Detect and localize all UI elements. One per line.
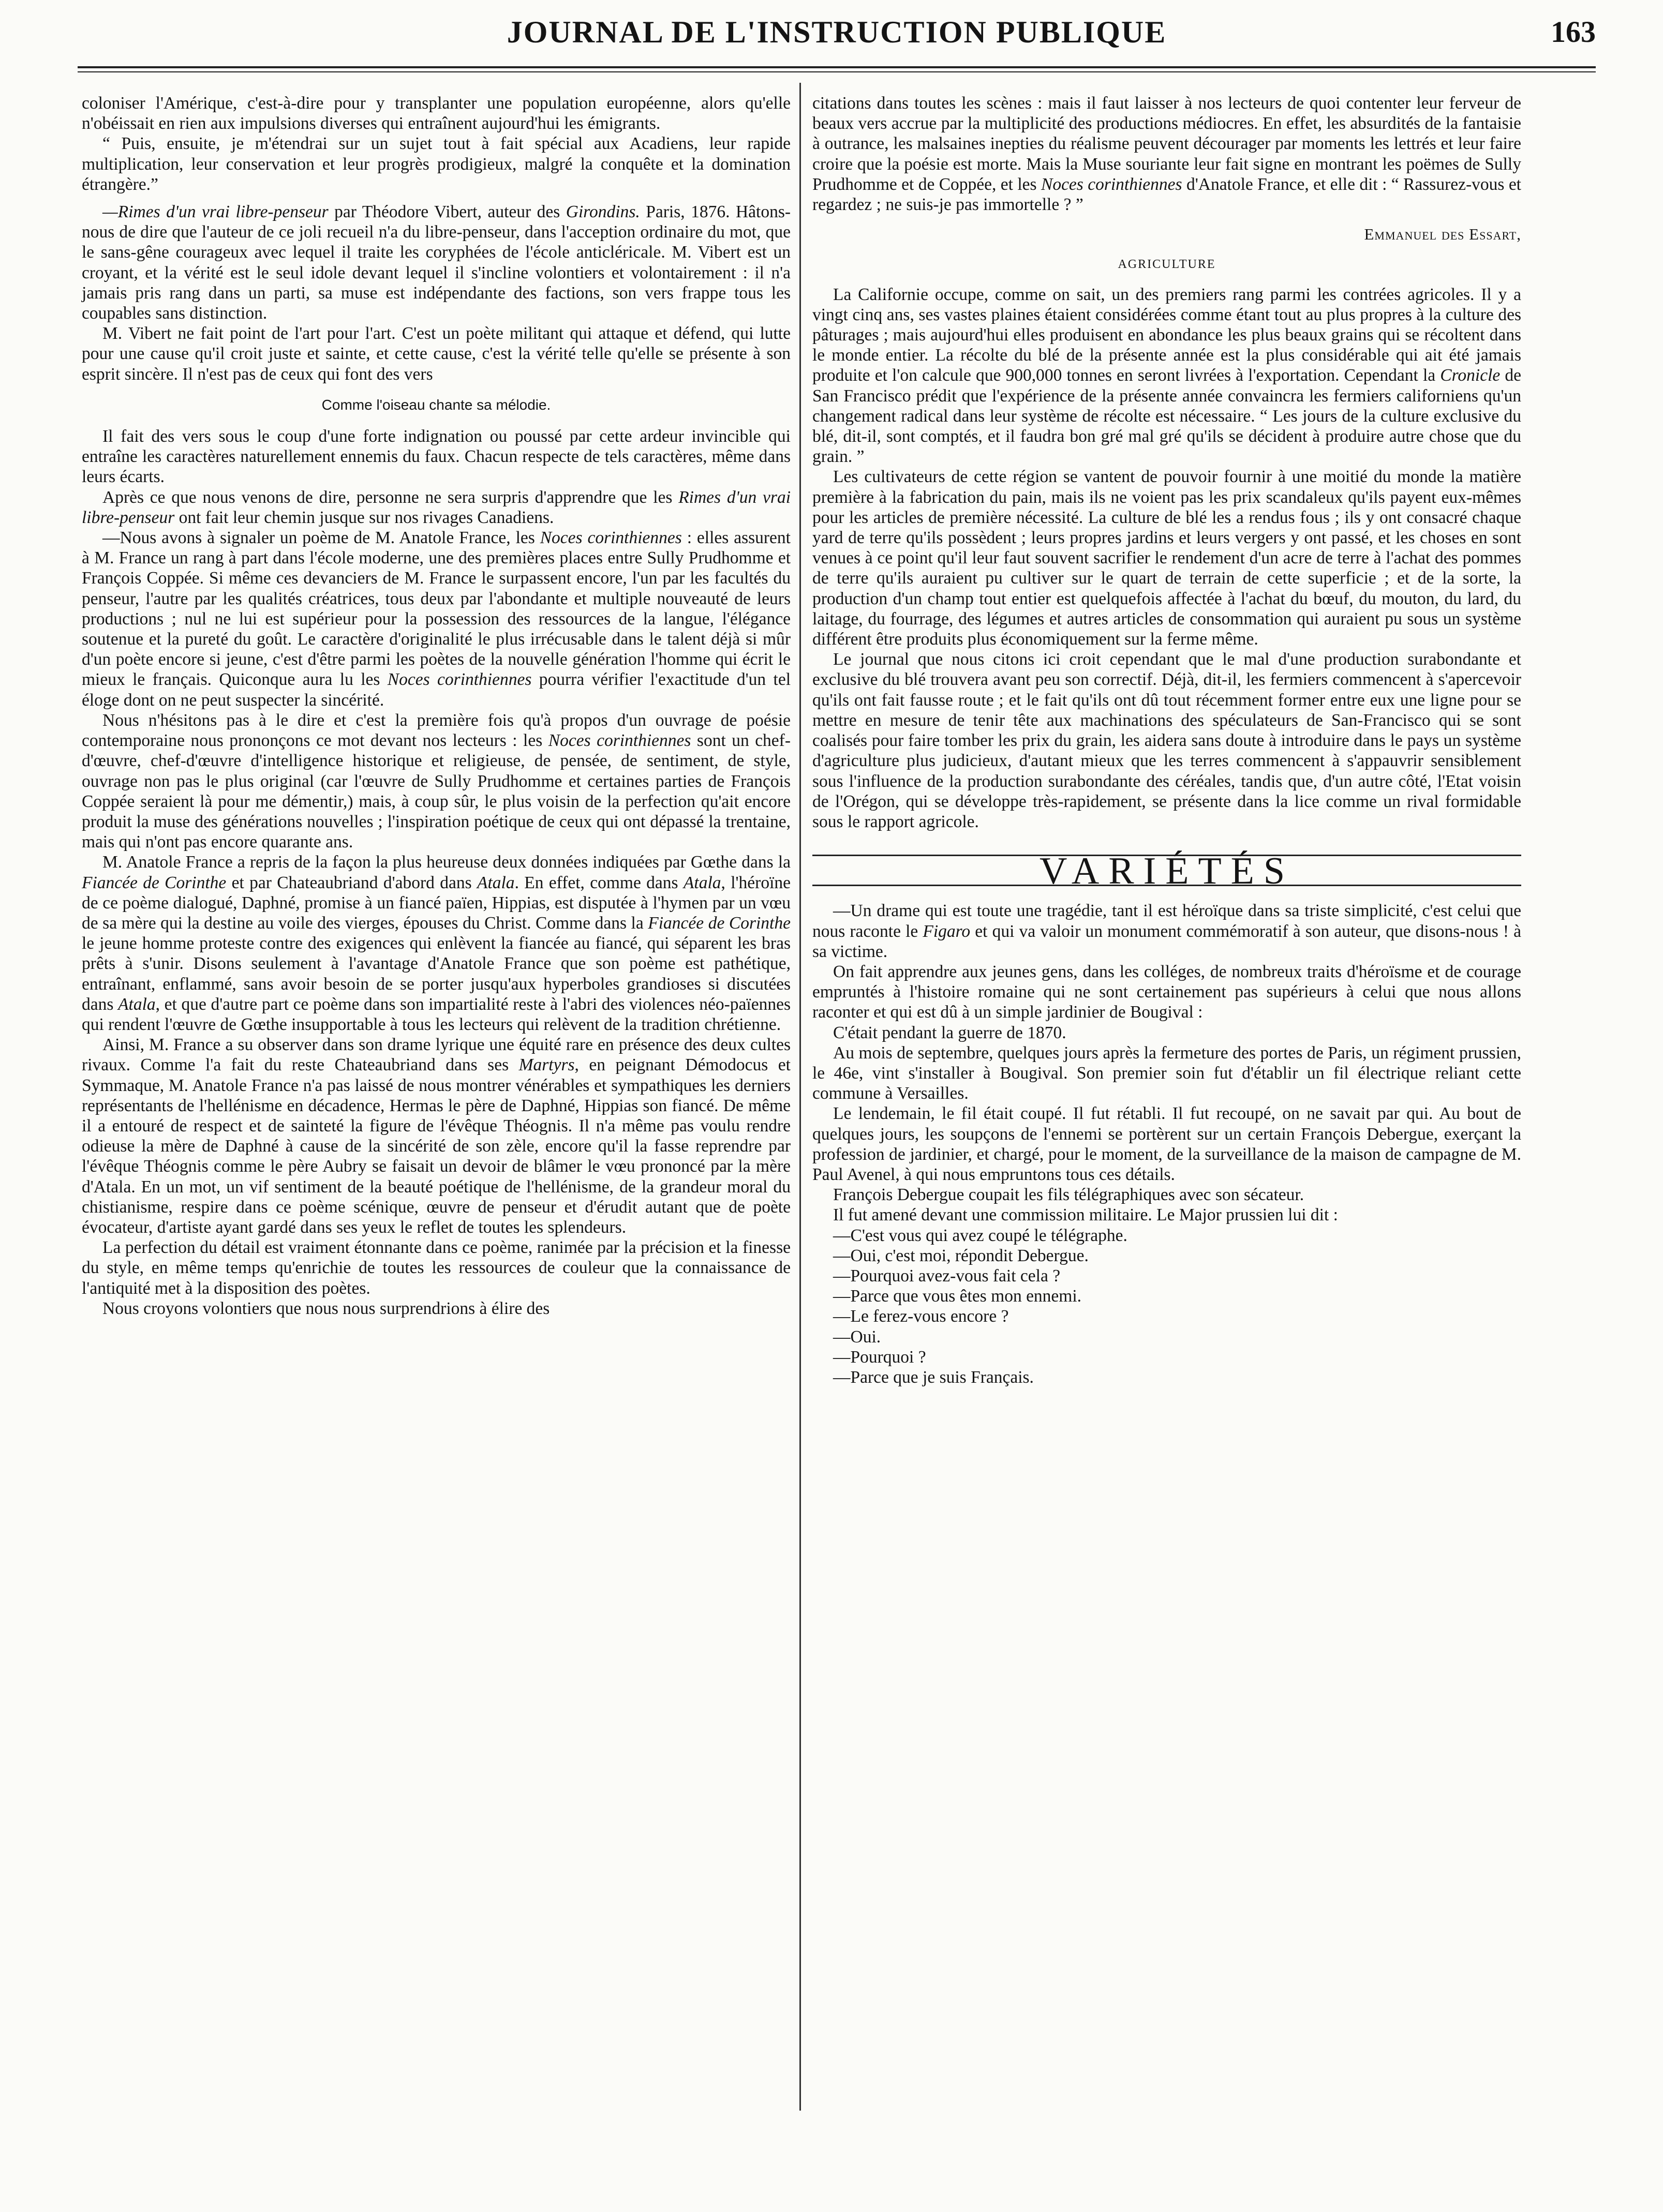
header-rule: [78, 66, 1596, 68]
dialogue: [812, 1225, 1521, 1388]
paragraph: La Californie occupe, comme on sait, un des premiers rang parmi les contrées agricoles. Il y a vingt cinq ans, ses vastes plaines étaient considérées comme étant tout au plus propres à la culture des pâturages ; mais aujourd'hui elles produisent en abondance les plus beaux grains qui se récoltent dans le monde entier. La récolte du blé de la présente année est la plus considérable qui ait été jamais produite et l'on calcule que 900,000 tonnes en seront livrées à l'exportation. Cependant la Cronicle de San Francisco prédit que l'expérience de la présente année convaincra les fermiers californiens qu'un changement radical dans leur système de récolte est nécessaire. “ Les jours de la culture exclusive du blé, dit-il, sont comptés, et il faudra bon gré mal gré qu'ils se décident à produire autre chose que du grain. ”: [812, 285, 1522, 467]
epigraph: Comme l'oiseau chante sa mélodie.: [321, 396, 551, 413]
right-column: [812, 93, 1521, 1387]
author-signature: Emmanuel des Essart,: [1364, 225, 1521, 244]
paragraph: Nous n'hésitons pas à le dire et c'est la première fois qu'à propos d'un ouvrage de poésie contemporaine nous prononçons ce mot devant nos lecteurs : les Noces corinthiennes sont un chef-d'œuvre, chef-d'œuvre d'intelligence historique et religieuse, de pensée, de sentiment, de style, ouvrage non pas le plus original (car l'œuvre de Sully Prudhomme et certaines parties de François Coppée seraient là pour me démentir,) mais, à coup sûr, le plus voisin de la perfection qu'ait encore produit la muse des générations nouvelles ; l'inspiration poétique de ceux qui ont dépassé la trentaine, mais qui n'ont pas encore quarante ans.: [82, 710, 791, 852]
paragraph: “ Puis, ensuite, je m'étendrai sur un sujet tout à fait spécial aux Acadiens, leur rapide multiplication, leur conservation et leur progrès prodigieux, malgré la conquête et la domination étrangère.”: [82, 134, 791, 194]
paragraph: citations dans toutes les scènes : mais il faut laisser à nos lecteurs de quoi contenter leur ferveur de beaux vers accrue par la multiplicité des productions médiocres. En effet, les absurdités de la fantaisie à outrance, les malsaines inepties du réalisme peuvent décourager par moments les lettrés et leur faire croire que la poésie est morte. Mais la Muse souriante leur fait signe en montrant les poëmes de Sully Prudhomme et de Coppée, et les Noces corinthiennes d'Anatole France, et elle dit : “ Rassurez-vous et regardez ; ne suis-je pas immortelle ? ”: [812, 94, 1521, 215]
book-title: Girondins.: [566, 202, 640, 222]
dialogue-line: —Oui.: [833, 1327, 881, 1347]
newspaper-title: Figaro: [923, 921, 971, 941]
book-title: Martyrs: [518, 1055, 575, 1075]
section-title-varietes: VARIÉTÉS: [1039, 850, 1295, 893]
left-column: [82, 93, 791, 1319]
book-title: Noces corinthiennes: [548, 731, 691, 751]
paragraph: Ainsi, M. France a su observer dans son drame lyrique une équité rare en présence des deux cultes rivaux. Comme l'a fait du reste Chateaubriand dans ses Martyrs, en peignant Démodocus et Symmaque, M. Anatole France n'a pas laissé de nous montrer vénérables et sympathiques les derniers représentants de l'hellénisme en décadence, Hermas le père de Daphné, Hippias son fiancé. De même il a entouré de respect et de sainteté la figure de l'évêque Théognis. Il n'a même pas voulu rendre odieuse la mère de Daphné à cause de la sincérité de son zèle, encore qu'il la fasse reprendre par l'évêque Théognis comme le père Aubry se faisait un devoir de blâmer le vœu prononcé par la mère d'Atala. En un mot, un vif sentiment de la beauté poétique de l'hellénisme, de la grandeur moral du chistianisme, respire dans ce poème scénique, œuvre de penseur et d'érudit autant que de poète évocateur, d'artiste ayant gardé dans ses yeux le reflet de toutes les splendeurs.: [82, 1035, 791, 1237]
paragraph: Les cultivateurs de cette région se vantent de pouvoir fournir à une moitié du monde la matière première à la fabrication du pain, mais ils ne voient pas les prix scandaleux qu'ils payent eux-mêmes pour les articles de première nécessité. La culture de blé les a rendus fous ; ils y ont consacré chaque yard de terre qu'ils possèdent ; leurs propres jardins et leurs vergers y ont passé, et les choses en sont venues à ce point qu'il leur faut souvent sacrifier le rendement d'un acre de terre à l'achat des pommes de terre qu'ils auraient pu cultiver sur le quart de terrain de cette superficie ; et de la sorte, la production d'un champ tout entier est quelquefois affectée à l'achat du bœuf, du mouton, du lard, du laitage, du fourrage, des légumes et autres articles de consommation qui auraient pu sous un système différent être produits plus économiquement sur la ferme même.: [812, 467, 1521, 649]
book-title: Fiancée de Corinthe: [82, 873, 227, 892]
newspaper-title: Cronicle: [1440, 366, 1501, 385]
paragraph: M. Vibert ne fait point de l'art pour l'art. C'est un poète militant qui attaque et défend, qui lutte pour une cause qu'il croit juste et sainte, et cette cause, c'est la vérité telle qu'elle se présente à son esprit sincère. Il n'est pas de ceux qui font des vers: [82, 324, 791, 384]
running-head: [78, 14, 1596, 66]
section-heading-agriculture: AGRICULTURE: [1118, 258, 1216, 272]
paragraph: C'était pendant la guerre de 1870.: [833, 1023, 1066, 1042]
column-divider: [799, 83, 801, 2111]
dialogue-line: —Parce que vous êtes mon ennemi.: [833, 1287, 1082, 1306]
varietes-section: [812, 850, 1521, 1387]
paragraph: —Un drame qui est toute une tragédie, tant il est héroïque dans sa triste simplicité, c'est celui que nous raconte le Figaro et qui va valoir un monument commémoratif à son auteur, que disons-nous ! à sa victime.: [812, 901, 1521, 961]
page-number: 163: [1551, 15, 1596, 49]
dialogue-line: —Oui, c'est moi, répondit Debergue.: [833, 1246, 1089, 1265]
book-title: Rimes d'un vrai libre-penseur: [82, 487, 791, 527]
book-title: Atala: [118, 994, 156, 1014]
paragraph: On fait apprendre aux jeunes gens, dans les colléges, de nombreux traits d'héroïsme et de courage empruntés à l'histoire romaine qui ne sont certainement pas supérieurs à celui que nous allons raconter et qui est dû à un simple jardinier de Bougival :: [812, 962, 1521, 1022]
paragraph: Nous croyons volontiers que nous nous surprendrions à élire des: [102, 1298, 550, 1318]
paragraph: La perfection du détail est vraiment étonnante dans ce poème, ranimée par la précision et la finesse du style, en même temps qu'enrichie de toutes les ressources de couleur que la connaissance de l'antiquité met à la disposition des poètes.: [82, 1238, 791, 1298]
paragraph: Il fut amené devant une commission militaire. Le Major prussien lui dit :: [833, 1205, 1338, 1225]
dialogue-line: —Parce que je suis Français.: [833, 1367, 1034, 1387]
paragraph: —Rimes d'un vrai libre-penseur par Théodore Vibert, auteur des Girondins. Paris, 1876. Hâtons-nous de dire que l'auteur de ce joli recueil n'a du libre-penseur, dans l'acception ordinaire du mot, que le sans-gêne courageux avec lequel il traite les coryphées de l'école anticléricale. M. Vibert est un croyant, et la vérité est le seul idole devant lequel il s'incline volontiers et volontairement : il n'a jamais pris rang dans un parti, sa muse est indépendante des factions, son vers frappe tous les coupables sans distinction.: [82, 202, 791, 323]
paragraph: Il fait des vers sous le coup d'une forte indignation ou poussé par cette ardeur invincible qui entraîne les caractères naturellement ennemis du faux. Chacun respecte de tels caractères, même dans leurs écarts.: [82, 427, 791, 487]
book-title: Atala: [477, 873, 515, 892]
paragraph: —Nous avons à signaler un poème de M. Anatole France, les Noces corinthiennes : elles assurent à M. France un rang à part dans l'école moderne, une des premières places entre Sully Prudhomme et François Coppée. Si même ces devanciers de M. France le surpassent encore, l'un par les facultés du penseur, l'autre par les qualités créatrices, tous deux par l'abondante et multiple nouveauté de leurs productions ; nul ne lui est supérieur pour la possession des ressources de la langue, l'élégance soutenue et la pureté du goût. Le caractère d'originalité le plus irrécusable dans le talent déjà si mûr d'un poète encore si jeune, c'est d'être parmi les poètes de la nouvelle génération l'homme qui écrit le mieux le français. Quiconque aura lu les Noces corinthiennes pourra vérifier l'exactitude d'un tel éloge dont on ne peut suspecter la sincérité.: [82, 528, 791, 710]
paragraph: Au mois de septembre, quelques jours après la fermeture des portes de Paris, un régiment prussien, le 46e, vint s'installer à Bougival. Son premier soin fut d'établir un fil électrique reliant cette commune à Versailles.: [812, 1043, 1521, 1103]
paragraph: Le lendemain, le fil était coupé. Il fut rétabli. Il fut recoupé, on ne savait par qui. Au bout de quelques jours, les soupçons de l'ennemi se portèrent sur un certain François Debergue, exerçant la profession de jardinier, et chargé, pour le moment, de la surveillance de la maison de campagne de M. Paul Avenel, à qui nous empruntons tous ces détails.: [812, 1104, 1521, 1184]
book-title: Noces corinthiennes: [540, 528, 682, 548]
paragraph: Après ce que nous venons de dire, personne ne sera surpris d'apprendre que les Rimes d'un vrai libre-penseur ont fait leur chemin jusque sur nos rivages Canadiens.: [82, 487, 791, 527]
book-title: Noces corinthiennes: [387, 670, 532, 690]
book-title: Fiancée de Corinthe: [648, 913, 791, 933]
paragraph: François Debergue coupait les fils télégraphiques avec son sécateur.: [833, 1185, 1304, 1205]
dialogue-line: —Pourquoi ?: [833, 1347, 926, 1367]
journal-title: JOURNAL DE L'INSTRUCTION PUBLIQUE: [507, 15, 1167, 49]
dialogue-line: —C'est vous qui avez coupé le télégraphe.: [833, 1225, 1127, 1245]
dialogue-line: —Le ferez-vous encore ?: [833, 1307, 1009, 1326]
paragraph: M. Anatole France a repris de la façon la plus heureuse deux données indiquées par Gœthe dans la Fiancée de Corinthe et par Chateaubriand d'abord dans Atala. En effet, comme dans Atala, l'héroïne de ce poème dialogué, Daphné, promise à un fiancé païen, Hippias, est disputée à l'hymen par un vœu de sa mère qui la destine au voile des vierges, épouses du Christ. Comme dans la Fiancée de Corinthe le jeune homme proteste contre des exigences qui enlèvent la fiancée au fiancé, qui séparent les bras prêts à s'unir. Disons seulement à l'avantage d'Anatole France que son poème est pathétique, entraînant, enflammé, sans avoir besoin de se porter jusqu'aux hyperboles grandioses si discutées dans Atala, et que d'autre part ce poème dans son impartialité reste à l'abri des violences néo-païennes qui rendent l'œuvre de Gœthe insupportable à tous les lecteurs qui relèvent de la tradition chrétienne.: [82, 853, 791, 1034]
book-title: Noces corinthiennes: [1041, 174, 1182, 194]
paragraph: coloniser l'Amérique, c'est-à-dire pour y transplanter une population européenne, alors qu'elle n'obéissait en rien aux impulsions diverses qui entraînent aujourd'hui les émigrants.: [82, 94, 791, 133]
paragraph: Le journal que nous citons ici croit cependant que le mal d'une production surabondante et exclusive du blé trouvera avant peu son correctif. Déjà, dit-il, les fermiers commencent à s'apercevoir qu'ils ont fait fausse route ; et le fait qu'ils ont dû tout récemment former entre eux une ligne pour se mettre en mesure de tenir tête aux machinations des spéculateurs de San-Francisco qui se sont coalisés pour faire tomber les prix du grain, les aidera sans doute à introduire dans le pays un système d'agriculture plus judicieux, d'autant mieux que les terres commencent à s'appauvrir sensiblement sous l'influence de la production surabondante des céréales, tandis que, d'un autre côté, l'Etat voisin de l'Orégon, qui se développe très-rapidement, se présente dans la lice comme un rival formidable sous le rapport agricole.: [812, 650, 1521, 831]
dialogue-line: —Pourquoi avez-vous fait cela ?: [833, 1266, 1061, 1286]
header-rule-thin: [78, 71, 1596, 72]
book-title: Atala: [683, 873, 721, 892]
book-title: —Rimes d'un vrai libre-penseur: [102, 202, 329, 222]
